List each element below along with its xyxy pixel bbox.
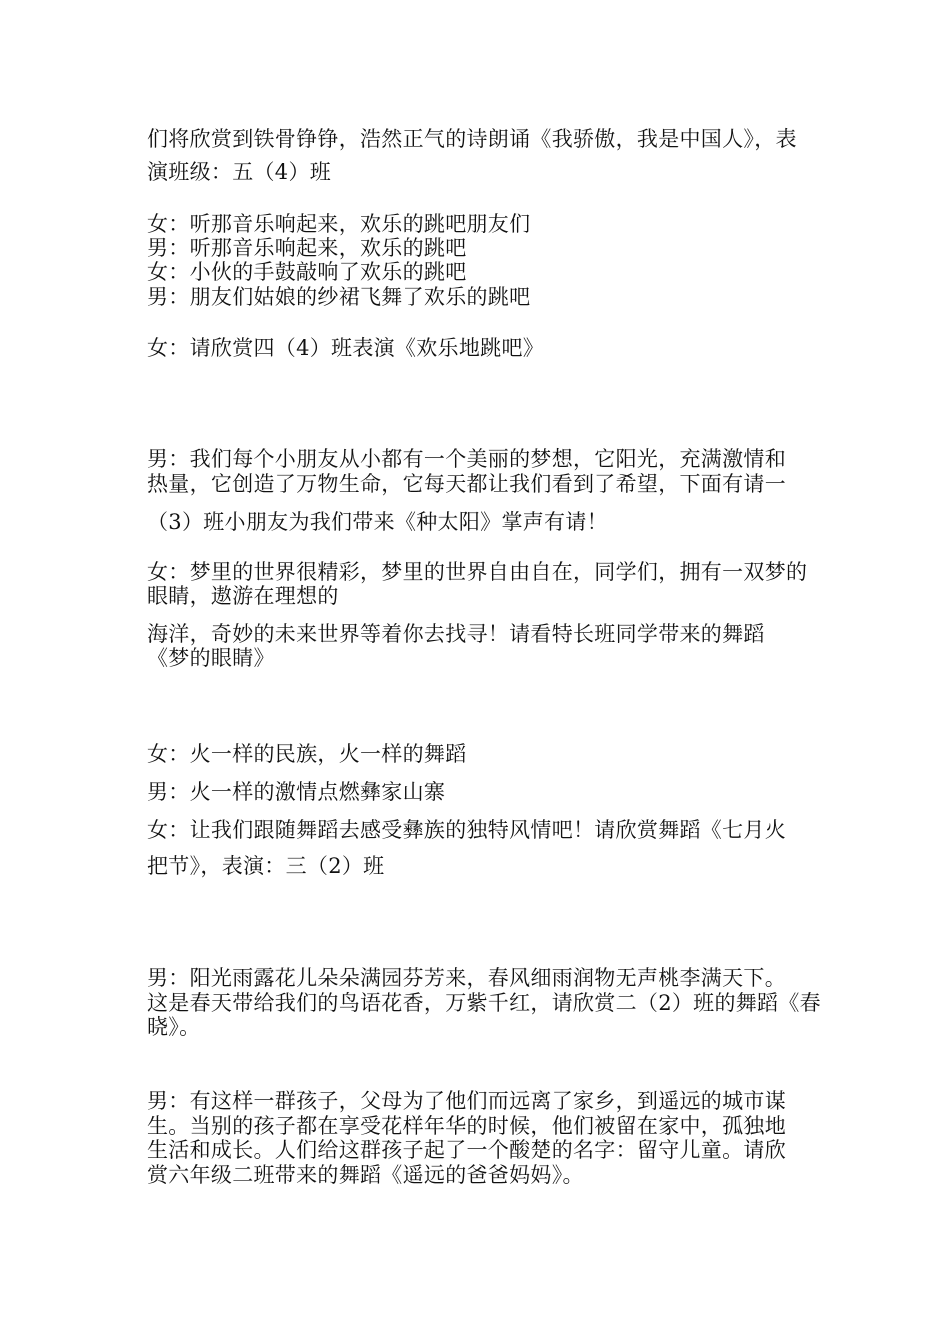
- text-line: 男：有这样一群孩子，父母为了他们而远离了家乡，到遥远的城市谋: [147, 1089, 786, 1113]
- text-line: （3）班小朋友为我们带来《种太阳》掌声有请！: [147, 510, 608, 534]
- text-line: 男：听那音乐响起来，欢乐的跳吧: [147, 236, 467, 260]
- text-line: 女：火一样的民族，火一样的舞蹈: [147, 742, 467, 766]
- text-line: 把节》，表演：三（2）班: [147, 854, 385, 878]
- text-line: 演班级：五（4）班: [147, 160, 332, 184]
- text-line: 女：小伙的手鼓敲响了欢乐的跳吧: [147, 260, 467, 284]
- text-line: 这是春天带给我们的鸟语花香，万紫千红，请欣赏二（2）班的舞蹈《春: [147, 991, 821, 1015]
- text-line: 生。当别的孩子都在享受花样年华的时候，他们被留在家中，孤独地: [147, 1114, 786, 1138]
- text-line: 《梦的眼睛》: [147, 646, 275, 670]
- text-line: 女：请欣赏四（4）班表演《欢乐地跳吧》: [147, 336, 545, 360]
- text-line: 男：朋友们姑娘的纱裙飞舞了欢乐的跳吧: [147, 285, 531, 309]
- text-line: 女：听那音乐响起来，欢乐的跳吧朋友们: [147, 212, 531, 236]
- text-line: 男：我们每个小朋友从小都有一个美丽的梦想，它阳光，充满激情和: [147, 447, 786, 471]
- text-line: 赏六年级二班带来的舞蹈《遥远的爸爸妈妈》。: [147, 1163, 584, 1187]
- text-line: 们将欣赏到铁骨铮铮，浩然正气的诗朗诵《我骄傲，我是中国人》，表: [147, 127, 797, 151]
- text-line: 热量，它创造了万物生命，它每天都让我们看到了希望，下面有请一: [147, 472, 786, 496]
- text-line: 海洋，奇妙的未来世界等着你去找寻！请看特长班同学带来的舞蹈: [147, 622, 765, 646]
- text-line: 晓》。: [147, 1015, 201, 1039]
- text-line: 男：阳光雨露花儿朵朵满园芬芳来，春风细雨润物无声桃李满天下。: [147, 966, 786, 990]
- text-line: 男：火一样的激情点燃彝家山寨: [147, 780, 446, 804]
- text-line: 眼睛，遨游在理想的: [147, 584, 339, 608]
- text-line: 生活和成长。人们给这群孩子起了一个酸楚的名字：留守儿童。请欣: [147, 1138, 786, 1162]
- text-line: 女：梦里的世界很精彩，梦里的世界自由自在，同学们，拥有一双梦的: [147, 560, 808, 584]
- text-line: 女：让我们跟随舞蹈去感受彝族的独特风情吧！请欣赏舞蹈《七月火: [147, 818, 786, 842]
